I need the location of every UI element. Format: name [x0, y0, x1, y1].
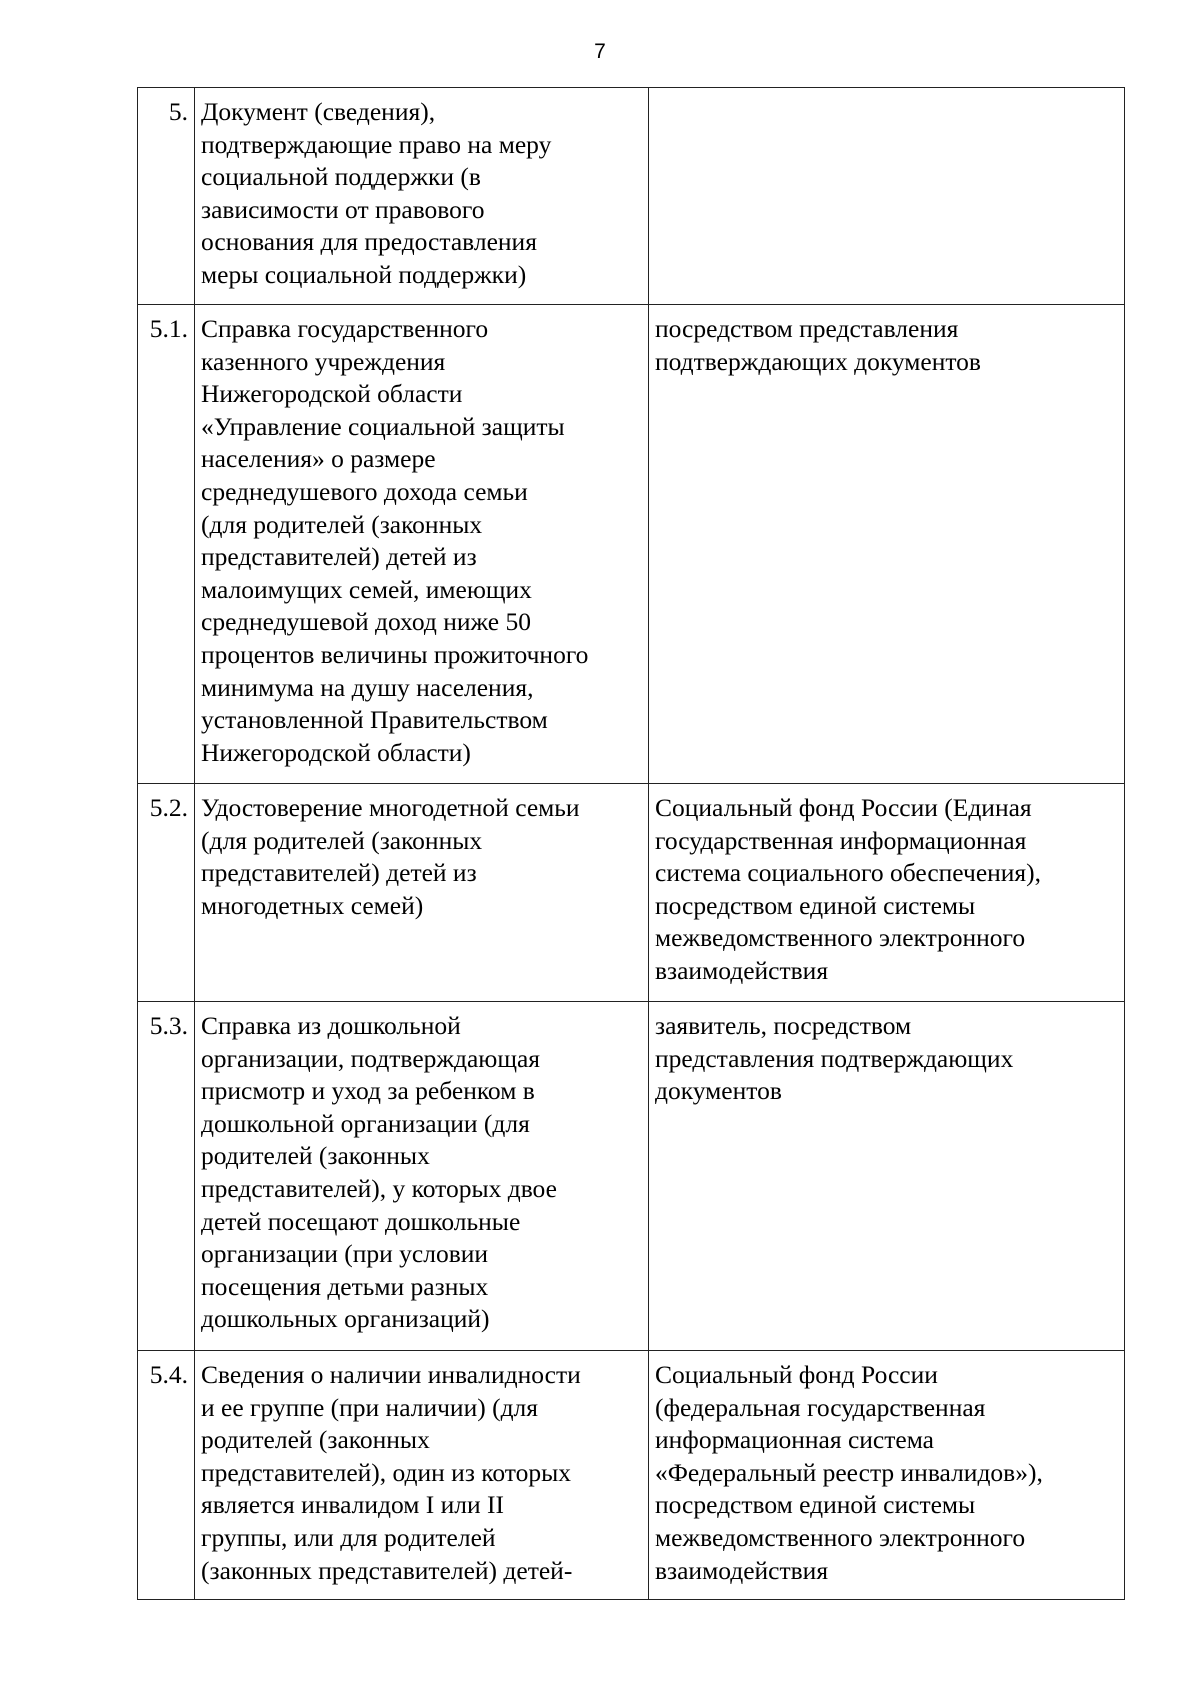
row-number: 5. [138, 88, 195, 305]
row-number: 5.1. [138, 305, 195, 784]
document-cell: Удостоверение многодетной семьи (для родителей (законных представителей) детей из многодетных семей) [195, 784, 649, 1002]
document-cell: Сведения о наличии инвалидности и ее группе (при наличии) (для родителей (законных представителей), один из которых является инвалидом I или II группы, или для родителей (законных представителей) детей- [195, 1351, 649, 1600]
source-cell: Социальный фонд России (Единая государственная информационная система социального обеспечения), посредством единой системы межведомственного электронного взаимодействия [649, 784, 1125, 1002]
row-number: 5.2. [138, 784, 195, 1002]
source-cell: Социальный фонд России (федеральная государственная информационная система «Федеральный реестр инвалидов»), посредством единой системы межведомственного электронного взаимодействия [649, 1351, 1125, 1600]
table-row [138, 88, 1125, 305]
row-number: 5.4. [138, 1351, 195, 1600]
source-cell: заявитель, посредством представления подтверждающих документов [649, 1002, 1125, 1351]
row-number: 5.3. [138, 1002, 195, 1351]
table-row [138, 305, 1125, 784]
document-cell: Документ (сведения), подтверждающие право на меру социальной поддержки (в зависимости от правового основания для предоставления меры социальной поддержки) [195, 88, 649, 305]
source-cell [649, 88, 1125, 305]
source-cell: посредством представления подтверждающих документов [649, 305, 1125, 784]
documents-table [137, 87, 1125, 1600]
document-cell: Справка из дошкольной организации, подтверждающая присмотр и уход за ребенком в дошкольной организации (для родителей (законных представителей), у которых двое детей посещают дошкольные организации (при условии посещения детьми разных дошкольных организаций) [195, 1002, 649, 1351]
table-row [138, 784, 1125, 1002]
document-cell: Справка государственного казенного учреждения Нижегородской области «Управление социальной защиты населения» о размере среднедушевого дохода семьи (для родителей (законных представителей) детей из малоимущих семей, имеющих среднедушевой доход ниже 50 процентов величины прожиточного минимума на душу населения, установленной Правительством Нижегородской области) [195, 305, 649, 784]
table-row [138, 1002, 1125, 1351]
table-row [138, 1351, 1125, 1600]
page-number: 7 [594, 40, 606, 63]
